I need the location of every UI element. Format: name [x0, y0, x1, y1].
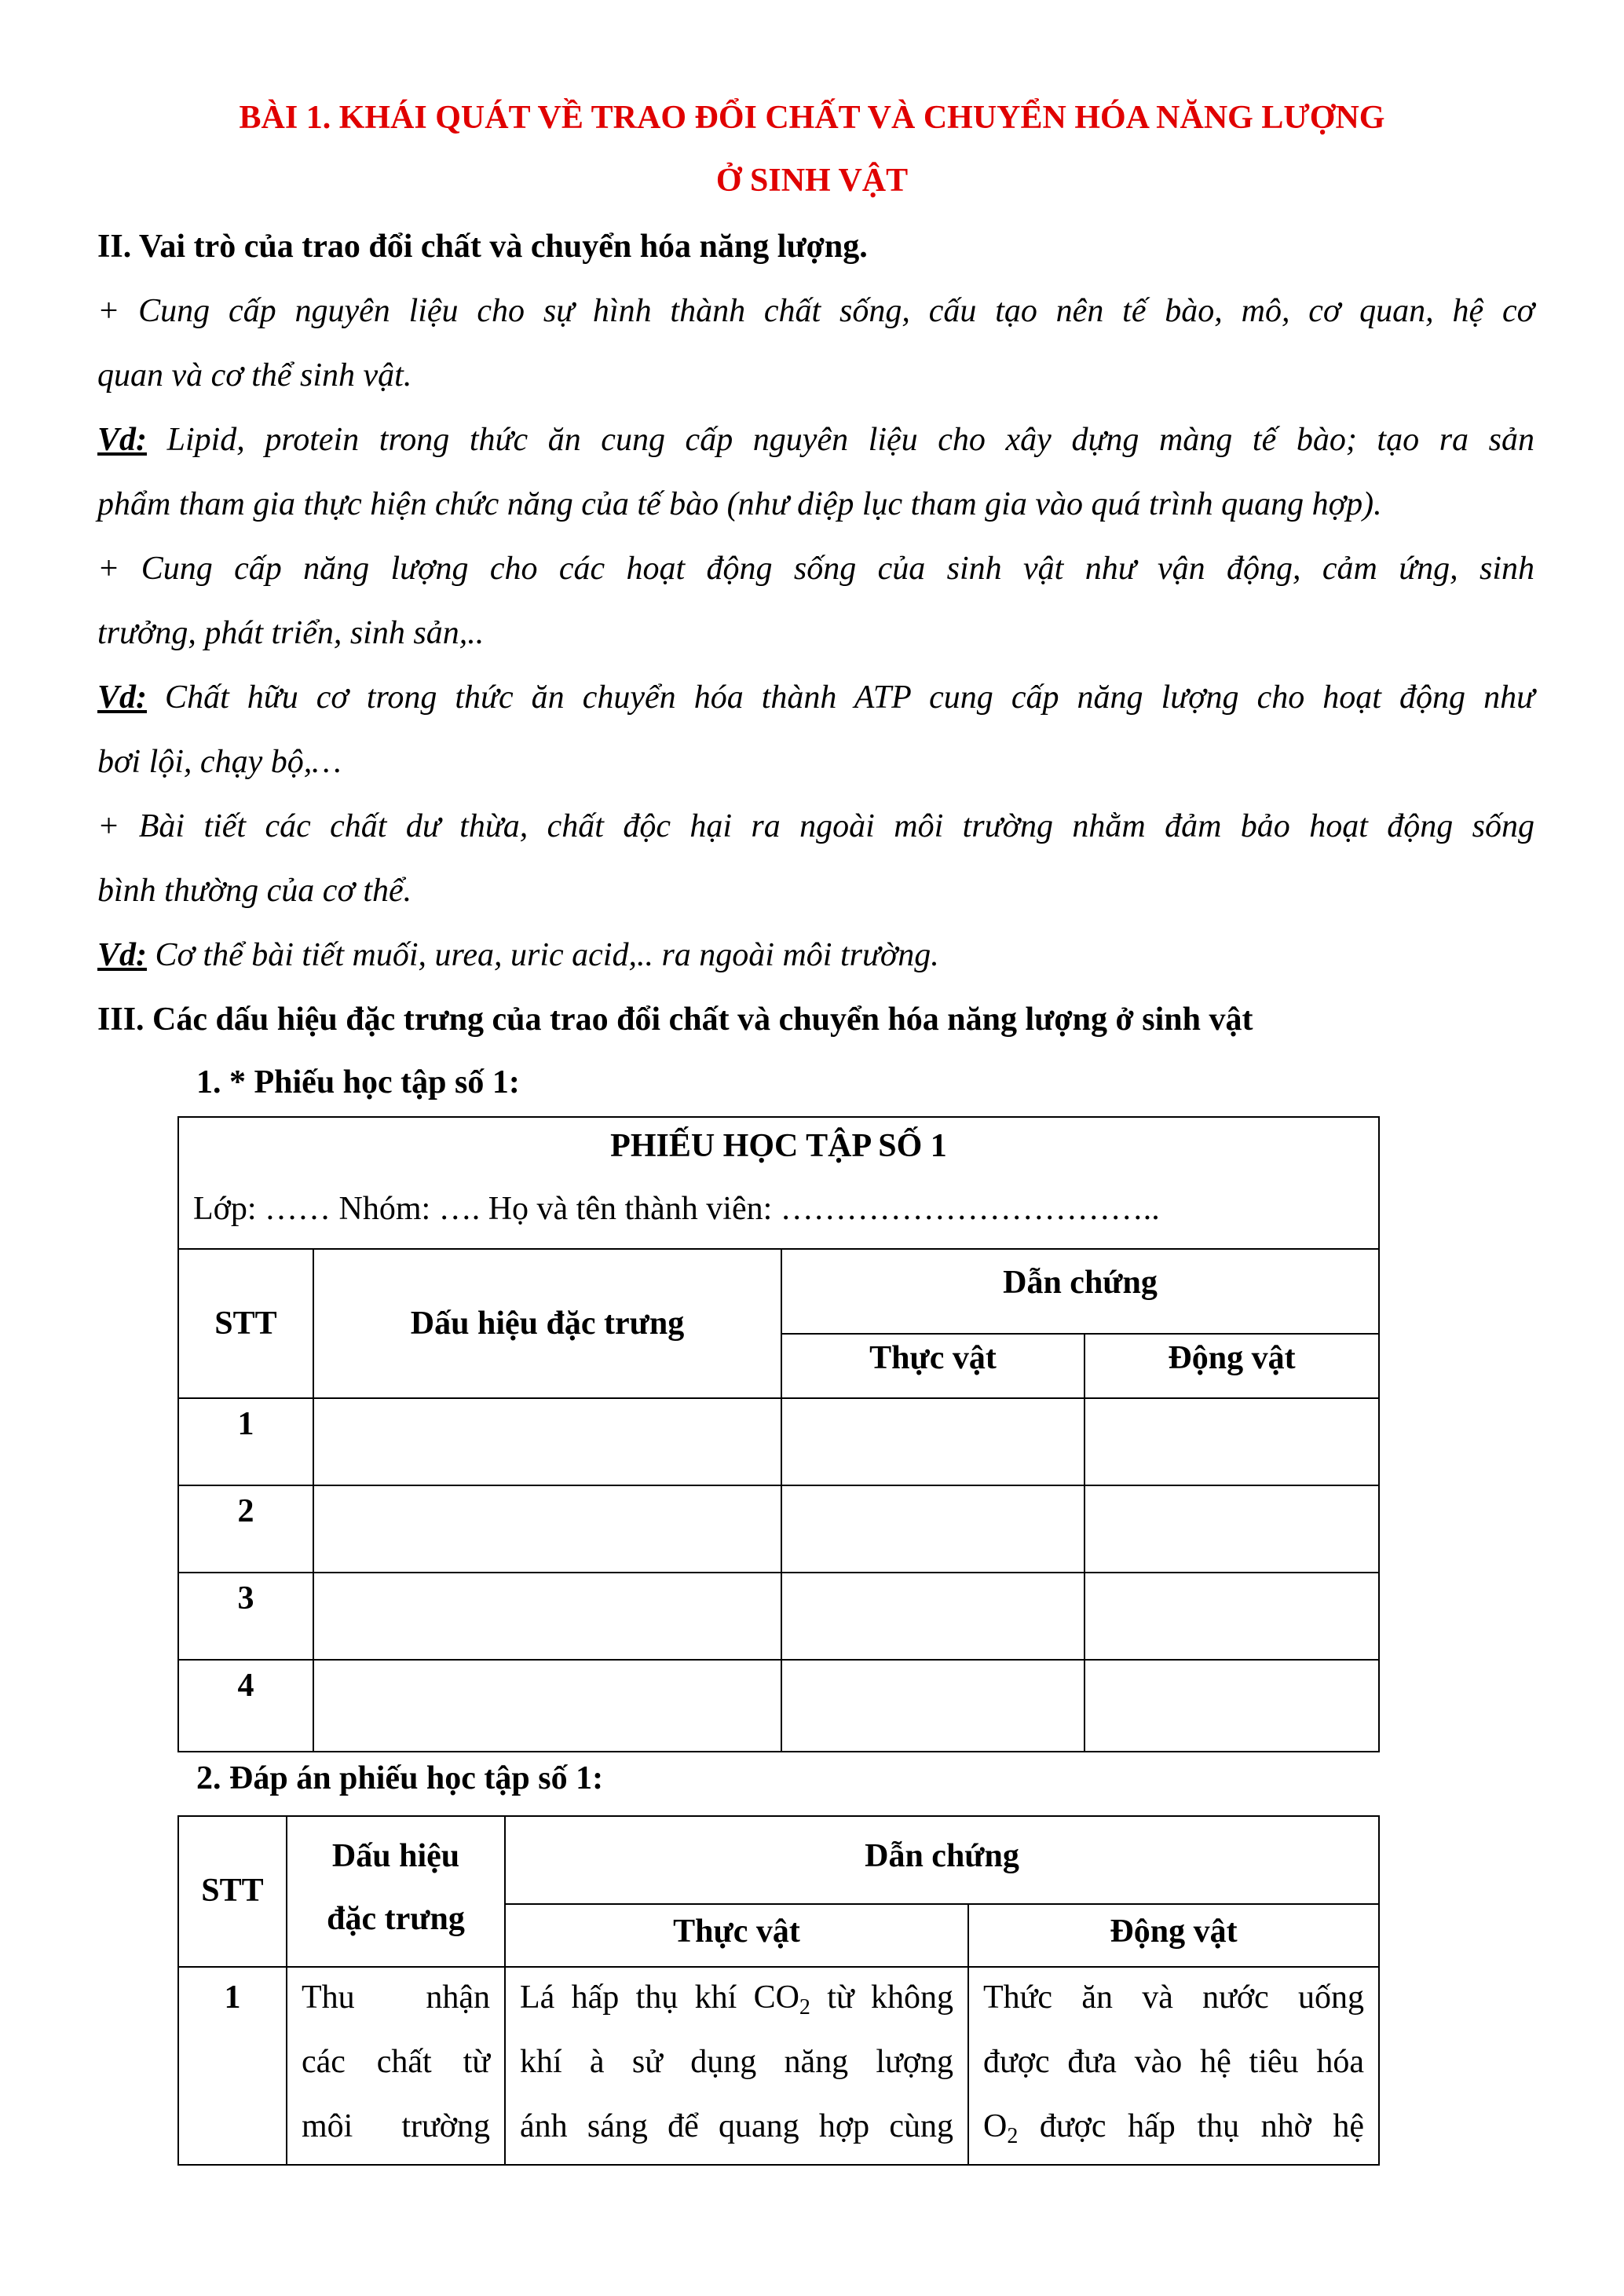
- answer-plant-line3: ánh sáng để quang hợp cùng: [520, 2108, 953, 2144]
- section-3-heading: III. Các dấu hiệu đặc trưng của trao đổi chất và chuyển hóa năng lượng ở sinh vật: [97, 1002, 1253, 1038]
- role-1-line2: quan và cơ thể sinh vật.: [97, 357, 412, 394]
- answer-animal-line1: Thức ăn và nước uống: [983, 1979, 1364, 2016]
- answer-characteristic-line1: Thu nhận: [302, 1979, 490, 2016]
- answer-animal-text-a: O: [983, 2108, 1008, 2144]
- example-label: Vd:: [97, 422, 147, 458]
- answer-header-evidence: Dẫn chứng: [865, 1838, 1019, 1874]
- header-characteristic: Dấu hiệu đặc trưng: [410, 1305, 685, 1342]
- answer-plant-line2: khí à sử dụng năng lượng: [520, 2044, 953, 2080]
- worksheet-table: [177, 1116, 1380, 1752]
- example-2-text: Chất hữu cơ trong thức ăn chuyển hóa thành ATP cung cấp năng lượng cho hoạt động như: [147, 679, 1534, 716]
- answer-animal-line3: [983, 2107, 1364, 2148]
- example-2-line1: [97, 679, 1534, 716]
- row-number: 4: [237, 1668, 254, 1704]
- answer-animal-line2: được đưa vào hệ tiêu hóa: [983, 2044, 1364, 2080]
- row-number: 2: [237, 1493, 254, 1529]
- example-1-text: Lipid, protein trong thức ăn cung cấp nguyên liệu cho xây dựng màng tế bào; tạo ra sản: [147, 422, 1534, 458]
- example-label: Vd:: [97, 679, 147, 716]
- section-2-heading: II. Vai trò của trao đổi chất và chuyển hóa năng lượng.: [97, 229, 868, 265]
- header-stt: STT: [214, 1305, 277, 1342]
- lesson-title-line1: BÀI 1. KHÁI QUÁT VỀ TRAO ĐỔI CHẤT VÀ CHUYỂN HÓA NĂNG LƯỢNG: [239, 100, 1385, 136]
- row-number: 1: [237, 1406, 254, 1442]
- answer-subheading: 2. Đáp án phiếu học tập số 1:: [196, 1760, 604, 1796]
- answer-animal-subscript: 2: [1007, 2124, 1019, 2148]
- example-label: Vd:: [97, 937, 147, 973]
- answer-characteristic-line2: các chất từ: [302, 2044, 490, 2080]
- role-3-line2: bình thường của cơ thể.: [97, 873, 412, 909]
- example-3-text: Cơ thể bài tiết muối, urea, uric acid,.. ra ngoài môi trường.: [147, 937, 939, 973]
- row-number: 3: [237, 1580, 254, 1617]
- header-evidence: Dẫn chứng: [1003, 1265, 1158, 1301]
- role-2-line2: trưởng, phát triển, sinh sản,..: [97, 615, 485, 651]
- answer-header-characteristic-line1: Dấu hiệu: [331, 1838, 460, 1874]
- answer-plant-text-b: từ không: [810, 1979, 954, 2016]
- role-2-line1: + Cung cấp năng lượng cho các hoạt động sống của sinh vật như vận động, cảm ứng, sinh: [97, 551, 1534, 587]
- lesson-title-line2: Ở SINH VẬT: [715, 163, 909, 199]
- example-1-line1: [97, 421, 1534, 459]
- answer-header-stt: STT: [201, 1873, 264, 1909]
- worksheet-info: Lớp: …… Nhóm: …. Họ và tên thành viên: ……………………………..: [193, 1191, 1160, 1227]
- answer-header-characteristic-line2: đặc trưng: [327, 1901, 465, 1937]
- answer-plant-line1: [520, 1979, 954, 2020]
- answer-table: [177, 1815, 1380, 2166]
- answer-header-plant: Thực vật: [673, 1913, 800, 1950]
- answer-animal-text-b: được hấp thụ nhờ hệ: [1018, 2108, 1364, 2144]
- header-animal: Động vật: [1168, 1340, 1296, 1376]
- header-plant: Thực vật: [869, 1340, 997, 1376]
- answer-header-animal: Động vật: [1110, 1913, 1238, 1950]
- role-3-line1: + Bài tiết các chất dư thừa, chất độc hại ra ngoài môi trường nhằm đảm bảo hoạt động sống: [97, 808, 1534, 844]
- role-1-line1: + Cung cấp nguyên liệu cho sự hình thành chất sống, cấu tạo nên tế bào, mô, cơ quan, hệ cơ: [97, 293, 1534, 329]
- answer-plant-subscript: 2: [799, 1995, 810, 2020]
- answer-row-number: 1: [224, 1979, 241, 2016]
- example-3-line1: [97, 936, 1534, 974]
- worksheet-title: PHIẾU HỌC TẬP SỐ 1: [610, 1128, 947, 1164]
- answer-characteristic-line3: môi trường: [302, 2108, 490, 2144]
- example-2-line2: bơi lội, chạy bộ,…: [97, 744, 342, 780]
- worksheet-subheading: 1. * Phiếu học tập số 1:: [196, 1064, 520, 1100]
- answer-plant-text-a: Lá hấp thụ khí CO: [520, 1979, 799, 2016]
- example-1-line2: phẩm tham gia thực hiện chức năng của tế bào (như diệp lục tham gia vào quá trình quang hợp).: [97, 486, 1382, 522]
